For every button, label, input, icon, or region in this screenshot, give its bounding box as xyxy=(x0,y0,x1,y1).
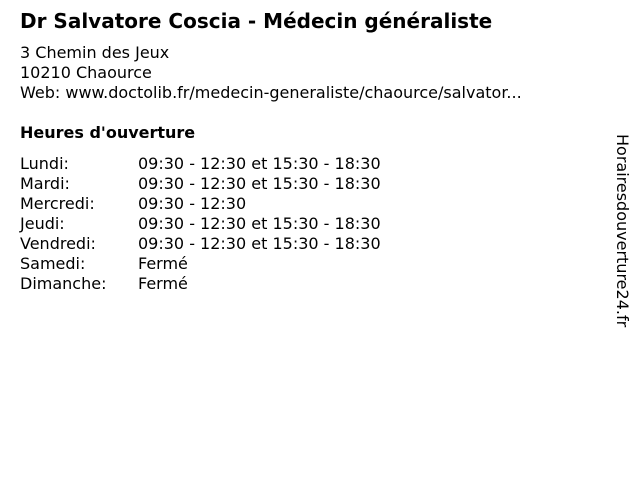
hours-row-tuesday xyxy=(20,174,381,194)
day-label: Mercredi: xyxy=(20,194,95,213)
hours-row-sunday xyxy=(20,274,381,294)
day-label: Vendredi: xyxy=(20,234,96,253)
page-title: Dr Salvatore Coscia - Médecin généraliste xyxy=(20,9,493,33)
address-city: 10210 Chaource xyxy=(20,63,152,82)
hours-row-friday xyxy=(20,234,381,254)
hours-row-wednesday xyxy=(20,194,381,214)
time-value: 09:30 - 12:30 et 15:30 - 18:30 xyxy=(138,234,381,253)
time-value: 09:30 - 12:30 et 15:30 - 18:30 xyxy=(138,174,381,193)
hours-row-saturday xyxy=(20,254,381,274)
day-label: Dimanche: xyxy=(20,274,107,293)
day-label: Mardi: xyxy=(20,174,70,193)
time-value: 09:30 - 12:30 et 15:30 - 18:30 xyxy=(138,214,381,233)
day-label: Samedi: xyxy=(20,254,86,273)
time-value: 09:30 - 12:30 et 15:30 - 18:30 xyxy=(138,154,381,173)
time-value: Fermé xyxy=(138,274,188,293)
hours-row-monday xyxy=(20,154,381,174)
site-watermark: Horairesdouverture24.fr xyxy=(613,134,632,328)
address-street: 3 Chemin des Jeux xyxy=(20,43,170,62)
time-value: Fermé xyxy=(138,254,188,273)
day-label: Jeudi: xyxy=(20,214,65,233)
hours-row-thursday xyxy=(20,214,381,234)
hours-heading: Heures d'ouverture xyxy=(20,123,196,142)
time-value: 09:30 - 12:30 xyxy=(138,194,247,213)
day-label: Lundi: xyxy=(20,154,69,173)
opening-hours-list xyxy=(20,154,381,294)
website-link[interactable]: Web: www.doctolib.fr/medecin-generaliste/chaource/salvator... xyxy=(20,83,522,102)
address-block xyxy=(20,43,522,103)
